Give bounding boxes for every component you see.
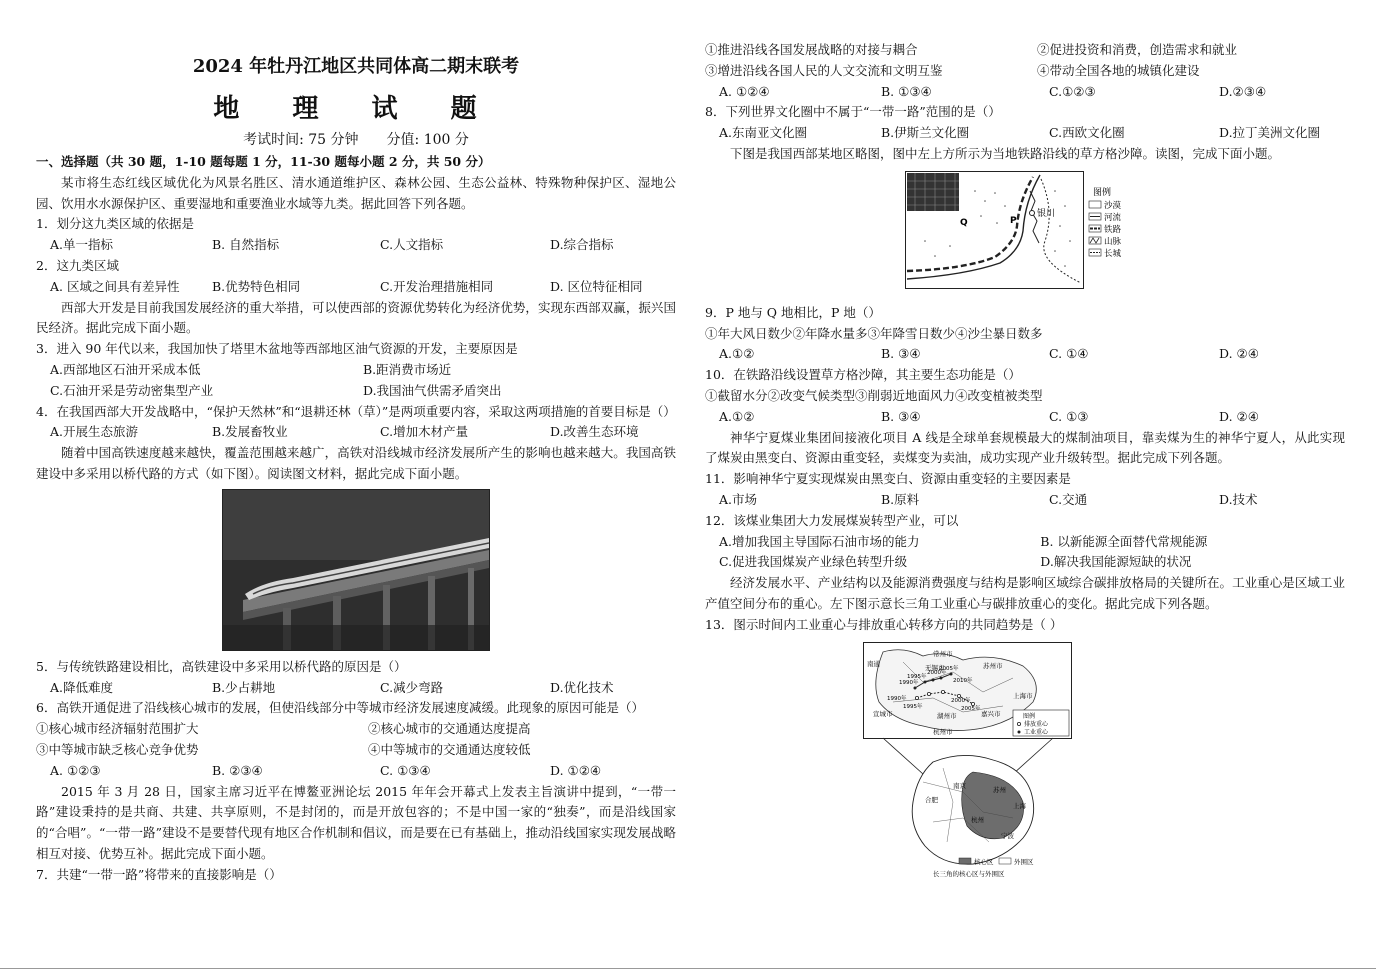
option[interactable]: A.市场 <box>719 491 758 507</box>
q10-options <box>705 407 1345 428</box>
option[interactable]: A. ①②③ <box>50 762 101 778</box>
question-6: 6．高铁开通促进了沿线核心城市的发展，但使沿线部分中等城市经济发展速度减缓。此现象的原因可能是（） <box>36 700 644 716</box>
option[interactable]: D.我国油气供需矛盾突出 <box>363 382 502 398</box>
q10-statements: ①截留水分②改变气候类型③削弱近地面风力④改变植被类型 <box>705 387 1043 403</box>
question-8: 8．下列世界文化圈中不属于“一带一路”范围的是（） <box>705 104 1001 120</box>
bridge-train-illustration <box>223 490 489 650</box>
intro-paragraph: 经济发展水平、产业结构以及能源消费强度与结构是影响区域综合碳排放格局的关键所在。工业重心是区域工业产值空间分布的重心。左下图示意长三角工业重心与碳排放重心的变化。据此完成下列各题。 <box>705 575 1345 611</box>
region-map-svg <box>905 171 1145 289</box>
legend-title: 图例 <box>1093 187 1112 198</box>
option[interactable]: D.综合指标 <box>550 237 614 253</box>
statement: ①推进沿线各国发展战略的对接与耦合 <box>705 42 918 57</box>
legend-great-wall: 长城 <box>1104 248 1122 259</box>
year-label: 2005年 <box>961 705 981 712</box>
q2-options <box>36 277 676 298</box>
q6-items-row1 <box>36 719 676 740</box>
intro-paragraph: 神华宁夏煤业集团间接液化项目 A 线是全球单套规模最大的煤制油项目，靠卖煤为生的神华宁夏人，从此实现了煤炭由黑变白、资源由重变轻，卖煤变为卖油，成功实现产业升级转型。据此完成下列各题。 <box>705 429 1345 466</box>
question-3: 3．进入 90 年代以来，我国加快了塔里木盆地等西部地区油气资源的开发，主要原因是 <box>36 341 518 357</box>
city-xuancheng: 宣城市 <box>873 709 893 718</box>
year-label: 2000年 <box>951 697 971 704</box>
year-label: 1990年 <box>899 679 919 686</box>
intro-paragraph: 西部大开发是目前我国发展经济的重大举措，可以使西部的资源优势转化为经济优势，实现东西部双赢，振兴国民经济。据此完成下面小题。 <box>36 299 676 336</box>
label-q: Q <box>960 217 968 228</box>
q6-items-row2 <box>36 740 676 761</box>
option[interactable]: B.原料 <box>881 491 920 507</box>
option[interactable]: B.少占耕地 <box>212 679 276 695</box>
year-label: 1995年 <box>903 703 923 710</box>
option[interactable]: C. ①③④ <box>380 762 431 778</box>
year-label: 1990年 <box>887 695 907 702</box>
q5-options <box>36 678 676 699</box>
exam-title: 2024 年牡丹江地区共同体高二期末联考 <box>192 56 520 77</box>
option[interactable]: C.石油开采是劳动密集型产业 <box>50 382 214 398</box>
option[interactable]: C. ①③ <box>1049 408 1089 424</box>
legend-river: 河流 <box>1104 212 1122 223</box>
inset-legend-title: 图例 <box>1023 712 1036 720</box>
option[interactable]: B.优势特色相同 <box>212 278 301 294</box>
q12-options-row1 <box>705 532 1345 553</box>
q6-options <box>36 761 676 782</box>
question-4: 4．在我国西部大开发战略中，“保护天然林”和“退耕还林（草）”是两项重要内容，采取这两项措施的首要目标是（） <box>36 403 676 419</box>
option[interactable]: A.单一指标 <box>50 237 114 253</box>
option[interactable]: D.解决我国能源短缺的状况 <box>1040 554 1192 570</box>
q7-items-row2 <box>705 61 1345 82</box>
q3-options-row1 <box>36 360 676 381</box>
option[interactable]: A. 区域之间具有差异性 <box>50 278 180 294</box>
legend-railway: 铁路 <box>1104 224 1122 235</box>
option[interactable]: A.①② <box>719 408 755 424</box>
statement: ④中等城市的交通通达度较低 <box>368 741 531 757</box>
q11-options <box>705 490 1345 511</box>
page-bottom-rule <box>0 968 1376 969</box>
statement: ②促进投资和消费，创造需求和就业 <box>1037 42 1238 57</box>
option[interactable]: A.西部地区石油开采成本低 <box>50 361 201 377</box>
city-shanghai: 上海市 <box>1013 691 1033 700</box>
intro-paragraph: 2015 年 3 月 28 日，国家主席习近平在博鳌亚洲论坛 2015 年年会开幕式上发表主旨演讲中提到，“一带一路”建设秉持的是共商、共建、共享原则，不是封闭的，而是开放包容的；不是中国一家的“独奏”，而是沿线国家的“合唱”。“一带一路”建设不是要替代现有地区合作机制和倡议，而是要在已有基础上，推动沿线国家实现发展战略相互对接、优势互补。据此完成下面小题。 <box>36 783 676 861</box>
option[interactable]: B. ②③④ <box>212 762 263 778</box>
option[interactable]: B.伊斯兰文化圈 <box>881 125 970 141</box>
option[interactable]: A. ①②④ <box>719 83 770 99</box>
option[interactable]: D.改善生态环境 <box>550 424 639 440</box>
city-hangzhou: 杭州市 <box>933 727 953 736</box>
legend-industry-center: 工业重心 <box>1024 728 1049 736</box>
legend-outer-area: 外围区 <box>1014 857 1034 866</box>
option[interactable]: B. ③④ <box>881 346 921 362</box>
option[interactable]: D. ①②④ <box>550 762 602 778</box>
option[interactable]: C. ①④ <box>1049 346 1089 362</box>
city-huzhou: 湖州市 <box>937 711 957 720</box>
statement: ④带动全国各地的城镇化建设 <box>1037 62 1200 78</box>
intro-paragraph: 随着中国高铁速度越来越快，覆盖范围越来越广，高铁对沿线城市经济发展所产生的影响也越来越大。我国高铁建设中多采用以桥代路的方式（如下图）。阅读图文材料，据此完成下面小题。 <box>36 445 676 481</box>
legend-core-area: 核心区 <box>974 857 994 866</box>
label-p: P <box>1010 215 1017 226</box>
q12-options-row2 <box>705 552 1345 573</box>
option[interactable]: D.优化技术 <box>550 679 614 695</box>
year-label: 2000年 <box>927 669 947 676</box>
option[interactable]: C.①②③ <box>1049 83 1096 99</box>
subject-title: 地 理 试 题 <box>213 94 499 124</box>
option[interactable]: B.发展畜牧业 <box>212 424 288 440</box>
option[interactable]: C.人文指标 <box>380 237 444 253</box>
option[interactable]: C.交通 <box>1049 491 1088 507</box>
year-label: 2010年 <box>953 677 973 684</box>
option[interactable]: D. ②④ <box>1219 408 1259 424</box>
statement: ①核心城市经济辐射范围扩大 <box>36 721 199 737</box>
q4-options <box>36 422 676 443</box>
option[interactable]: A.开展生态旅游 <box>50 424 139 440</box>
city-jiaxing: 嘉兴市 <box>981 709 1001 718</box>
intro-paragraph: 某市将生态红线区域优化为风景名胜区、清水通道维护区、森林公园、生态公益林、特殊物种保护区、湿地公园、饮用水水源保护区、重要湿地和重要渔业水域等九类。据此回答下列各题。 <box>36 174 676 211</box>
city-nantong: 南通 <box>867 659 880 668</box>
option[interactable]: D.技术 <box>1219 491 1258 507</box>
city-label-yinchuan: 银川 <box>1037 208 1056 219</box>
statement: ③增进沿线各国人民的人文交流和文明互鉴 <box>705 62 943 78</box>
q9-options <box>705 344 1345 365</box>
option[interactable]: D. 区位特征相同 <box>550 278 643 294</box>
option[interactable]: B. ③④ <box>881 408 921 424</box>
q7-options <box>705 82 1345 103</box>
intro-paragraph: 下图是我国西部某地区略图，图中左上方所示为当地铁路沿线的草方格沙障。读图，完成下面小题。 <box>730 145 1281 161</box>
map-label-hefei: 合肥 <box>925 795 938 804</box>
question-9: 9．P 地与 Q 地相比，P 地（） <box>705 304 881 320</box>
city-wuxi: 无锡市 <box>925 663 945 672</box>
q3-options-row2 <box>36 381 676 402</box>
question-1: 1．划分这九类区域的依据是 <box>36 216 194 232</box>
question-7: 7．共建“一带一路”将带来的直接影响是（） <box>36 866 282 882</box>
city-changzhou: 常州市 <box>933 649 953 658</box>
q8-options <box>705 123 1345 144</box>
map-label-shanghai: 上海 <box>1013 801 1026 810</box>
exam-meta: 考试时间: 75 分钟 分值: 100 分 <box>243 132 469 148</box>
section-heading: 一、选择题（共 30 题，1-10 题每题 1 分，11-30 题每小题 2 分，共 50 分） <box>36 154 491 169</box>
map-label-ningbo: 宁波 <box>1001 831 1014 840</box>
statement: ②核心城市的交通通达度提高 <box>368 721 531 737</box>
question-11: 11．影响神华宁夏实现煤炭由黑变白、资源由重变轻的主要因素是 <box>705 471 1071 487</box>
option[interactable]: B. 以新能源全面替代常规能源 <box>1040 533 1208 549</box>
year-label: 1995年 <box>907 673 927 680</box>
map-label-nanjing: 南京 <box>953 781 966 790</box>
map-label-suzhou: 苏州 <box>993 785 1006 794</box>
left-column <box>36 0 676 886</box>
q7-items-row1 <box>705 40 1345 61</box>
option[interactable]: C.促进我国煤炭产业绿色转型升级 <box>719 554 908 570</box>
western-region-map <box>905 171 1145 289</box>
option[interactable]: C.开发治理措施相同 <box>380 278 494 294</box>
yangtze-delta-map <box>863 642 1073 880</box>
legend-emission-center: 排放重心 <box>1024 720 1049 728</box>
option[interactable]: C.增加木材产量 <box>380 424 469 440</box>
delta-map-svg <box>863 642 1073 880</box>
question-10: 10．在铁路沿线设置草方格沙障，其主要生态功能是（） <box>705 367 1021 383</box>
question-5: 5．与传统铁路建设相比，高铁建设中多采用以桥代路的原因是（） <box>36 658 407 674</box>
option[interactable]: D.②③④ <box>1219 83 1267 99</box>
option[interactable]: A.东南亚文化圈 <box>719 125 808 141</box>
option[interactable]: B. 自然指标 <box>212 237 280 253</box>
right-column <box>705 40 1345 880</box>
option[interactable]: C.西欧文化圈 <box>1049 125 1125 141</box>
map-label-hangzhou: 杭州 <box>971 815 984 824</box>
q9-statements: ①年大风日数少②年降水量多③年降雪日数少④沙尘暴日数多 <box>705 325 1043 341</box>
map-caption: 长三角的核心区与外围区 <box>933 869 1005 878</box>
q1-options <box>36 235 676 256</box>
option[interactable]: A.①② <box>719 346 755 362</box>
question-2: 2．这九类区域 <box>36 257 119 273</box>
question-12: 12．该煤业集团大力发展煤炭转型产业，可以 <box>705 512 959 528</box>
year-label: 2005年 <box>939 665 959 672</box>
legend-desert: 沙漠 <box>1104 200 1122 211</box>
legend-mountain: 山脉 <box>1104 236 1122 247</box>
option[interactable]: A.增加我国主导国际石油市场的能力 <box>719 533 920 549</box>
option[interactable]: C.减少弯路 <box>380 679 444 695</box>
option[interactable]: B.距消费市场近 <box>363 361 452 377</box>
high-speed-rail-photo <box>222 489 490 651</box>
statement: ③中等城市缺乏核心竞争优势 <box>36 741 199 757</box>
option[interactable]: A.降低难度 <box>50 679 114 695</box>
city-suzhou: 苏州市 <box>983 661 1003 670</box>
option[interactable]: B. ①③④ <box>881 83 932 99</box>
option[interactable]: D. ②④ <box>1219 346 1259 362</box>
question-13: 13．图示时间内工业重心与排放重心转移方向的共同趋势是（ ） <box>705 616 1063 632</box>
option[interactable]: D.拉丁美洲文化圈 <box>1219 125 1321 141</box>
